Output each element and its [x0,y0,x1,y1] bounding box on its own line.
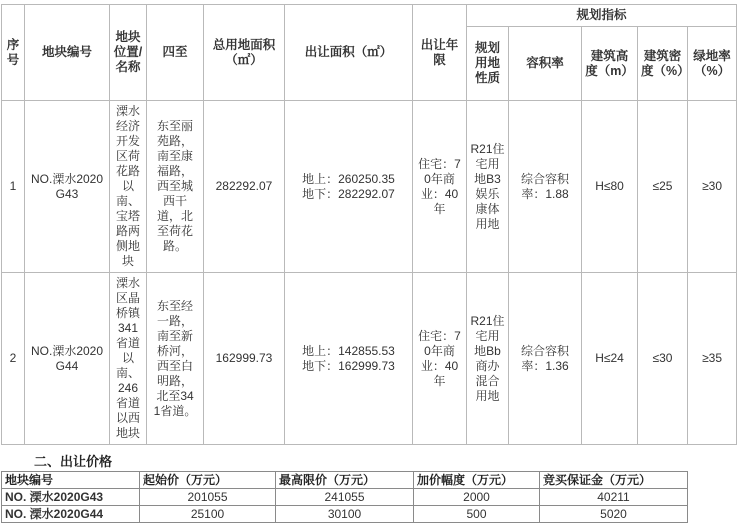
cell-max-price: 30100 [276,506,414,523]
table-row [2,506,688,523]
header-deposit: 竞买保证金（万元） [540,472,688,489]
cell-bounds: 东至经一路，南至新桥河，西至白明路，北至341省道。 [147,273,204,445]
cell-green: ≥35 [688,273,737,445]
cell-term: 住宅：70年商业：40年 [413,273,467,445]
header-green: 绿地率（%） [688,27,737,101]
transfer-below-ground: 地下：162999.73 [302,358,395,373]
cell-land-area: 282292.07 [204,101,285,273]
cell-far: 综合容积率：1.88 [509,101,582,273]
header-increment: 加价幅度（万元） [414,472,540,489]
transfer-above-ground: 地上：142855.53 [302,343,395,358]
cell-land-area: 162999.73 [204,273,285,445]
header-far: 容积率 [509,27,582,101]
cell-use: R21住宅用地Bb商办混合用地 [467,273,509,445]
cell-start-price: 201055 [140,489,276,506]
cell-seq: 2 [2,273,25,445]
header-location: 地块位置/名称 [110,5,147,101]
price-table-header [2,472,688,489]
cell-density: ≤25 [638,101,688,273]
cell-green: ≥30 [688,101,737,273]
header-density: 建筑密度（%） [638,27,688,101]
land-parcel-table [1,4,737,445]
table-row [2,489,688,506]
header-transfer-area: 出让面积（㎡） [285,5,413,101]
cell-use: R21住宅用地B3娱乐康体用地 [467,101,509,273]
cell-term: 住宅：70年商业：40年 [413,101,467,273]
header-land-area: 总用地面积（㎡） [204,5,285,101]
header-start-price: 起始价（万元） [140,472,276,489]
cell-transfer-area [285,273,413,445]
cell-deposit: 40211 [540,489,688,506]
header-height: 建筑高度（m） [582,27,638,101]
cell-height: H≤24 [582,273,638,445]
cell-far: 综合容积率：1.36 [509,273,582,445]
table-row [2,273,737,445]
cell-deposit: 5020 [540,506,688,523]
header-term: 出让年限 [413,5,467,101]
header-lot-no: 地块编号 [2,472,140,489]
header-bounds: 四至 [147,5,204,101]
transfer-below-ground: 地下：282292.07 [302,186,395,201]
cell-lot-no: NO.溧水2020G44 [25,273,110,445]
cell-height: H≤80 [582,101,638,273]
section-title-price: 二、出让价格 [34,454,113,469]
cell-increment: 2000 [414,489,540,506]
cell-seq: 1 [2,101,25,273]
cell-max-price: 241055 [276,489,414,506]
cell-lot-no: NO. 溧水2020G43 [2,489,140,506]
header-lot-no: 地块编号 [25,5,110,101]
cell-location: 溧水区晶桥镇341省道以南、246省道以西地块 [110,273,147,445]
header-seq: 序号 [2,5,25,101]
cell-start-price: 25100 [140,506,276,523]
cell-increment: 500 [414,506,540,523]
header-max-price: 最高限价（万元） [276,472,414,489]
cell-lot-no: NO.溧水2020G43 [25,101,110,273]
transfer-above-ground: 地上：260250.35 [302,171,395,186]
cell-density: ≤30 [638,273,688,445]
table-row [2,101,737,273]
price-table [1,471,688,523]
cell-transfer-area [285,101,413,273]
header-planning-indicators: 规划指标 [467,5,737,27]
cell-location: 溧水经济开发区荷花路以南、宝塔路两侧地块 [110,101,147,273]
cell-lot-no: NO. 溧水2020G44 [2,506,140,523]
header-use: 规划用地性质 [467,27,509,101]
cell-bounds: 东至丽苑路，南至康福路，西至城西干道，北至荷花路。 [147,101,204,273]
